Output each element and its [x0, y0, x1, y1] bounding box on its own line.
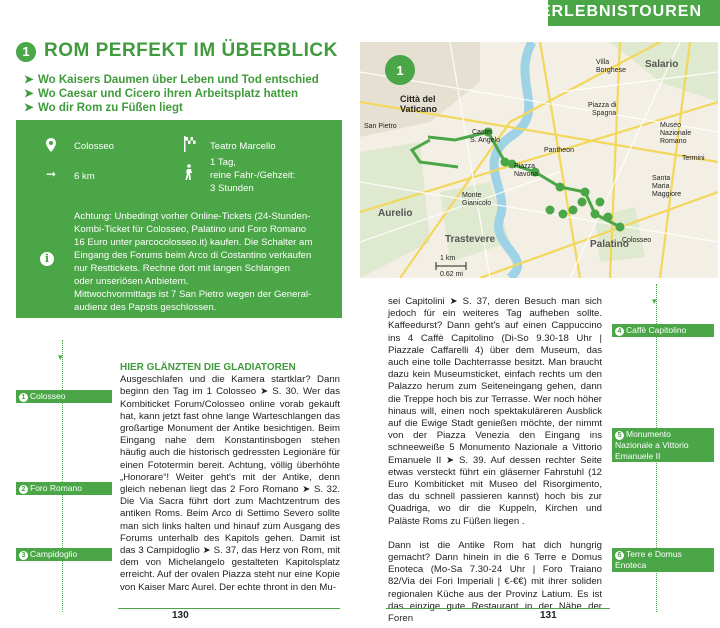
svg-text:Gianicolo: Gianicolo — [462, 200, 492, 207]
tour-bullet: ➤ Wo Kaisers Daumen über Leben und Tod entschied — [24, 74, 319, 86]
svg-text:Vaticano: Vaticano — [400, 104, 438, 114]
svg-text:Colosseo: Colosseo — [622, 237, 652, 244]
svg-text:Palatino: Palatino — [590, 239, 629, 250]
svg-text:San Pietro: San Pietro — [364, 123, 397, 130]
walking-person-icon — [184, 164, 194, 180]
distance: 6 km — [74, 171, 95, 182]
svg-text:1 km: 1 km — [440, 255, 456, 262]
end-point: Teatro Marcello — [210, 141, 276, 152]
svg-text:Museo: Museo — [660, 122, 682, 129]
duration: 1 Tag, reine Fahr-/Gehzeit: 3 Stunden — [210, 157, 296, 194]
svg-text:Borghese: Borghese — [596, 67, 626, 74]
svg-text:S. Angelo: S. Angelo — [470, 137, 500, 144]
margin-label-campidoglio: 3 Campidoglio — [16, 548, 112, 561]
page-number-left: 130 — [172, 610, 189, 621]
body-text: Dann ist die Antike Rom hat dich hungrig gemacht? Dann hinein in die 6 Terre e Domus Enoteca (Mo-Sa 7.30-24 Uhr | Foro Traiano 82/Via dei Fori Imperiali | €-€€) mit ihrer soliden regionalen Küche aus der Provinz Latium. Es ist das einzige gute Restaurant in der Nähe der Foren — [388, 539, 602, 625]
svg-text:Villa: Villa — [596, 59, 610, 66]
svg-text:Castel: Castel — [472, 129, 492, 136]
location-pin-icon — [46, 138, 56, 152]
footer-rule — [386, 608, 610, 609]
svg-text:Santa: Santa — [652, 175, 671, 182]
tour-number-badge: 1 — [16, 42, 36, 62]
margin-label-foro-romano: 2 Foro Romano — [16, 482, 112, 495]
body-text: sei Capitolini ➤ S. 37, deren Besuch man sich jedoch für ein weiteres Tag aufheben sollte. Kaffeedurst? Dann geht's auf einen Cappuccino ins 4 Caffè Capitolino (Di-So 9.30-18 Uhr | Piazzale Caffarelli 4) über dem Museum, das auch eine tolle Dachterrasse besitzt. Man braucht dazu kein Museumsticket, einfach rechts um den Palazzo herum zum Seiteneingang gehen, dann die Treppe hoch bis zur Terrasse. Wer noch höher hinaus will, einen noch spektakuläreren Ausblick auf die Ewige Stadt genießen möchte, der nimmt von der Piazza Venezia den Eingang ins schneeweiße 5 Monumento Nazionale a Vittorio Emanuele II ➤ S. 39. Auf dessen rechter Seite etwas versteckt führt ein gläserner Fahrstuhl (12 Euro Kombiticket mit Museo del Risorgimento, das du schnell passieren kannst) hoch bis zur Quadriga, wo dir die Kuppeln, Kirchen und Paläste Roms zu Füßen liegen . — [388, 296, 602, 527]
svg-text:Aurelio: Aurelio — [378, 208, 413, 219]
right-text-column — [388, 296, 602, 625]
tour-bullet: ➤ Wo dir Rom zu Füßen liegt — [24, 102, 183, 114]
start-point: Colosseo — [74, 141, 114, 152]
svg-text:Spagna: Spagna — [592, 110, 617, 117]
margin-label-caffe: 4 Caffè Capitolino — [612, 324, 714, 337]
margin-dotted-line — [62, 340, 63, 612]
svg-text:Piazza di: Piazza di — [588, 102, 617, 109]
finish-flag-icon — [184, 136, 196, 152]
tour-bullet: ➤ Wo Caesar und Cicero ihren Arbeitsplatz hatten — [24, 88, 299, 100]
info-note: Achtung: Unbedingt vorher Online-Tickets (24-Stunden- Kombi-Ticket für Colosseo, Palatino und Foro Romano 16 Euro unter parcocolosseo.it) kaufen. Die Schalter am Eingang des Forums beim Arco di Costantino verkaufen nur Resttickets. Rechne dort mit langen Schlangen oder unseriösen Anbietern. Mittwochvormittags ist 7 San Pietro wegen der General- audienz des Papsts geschlossen. — [74, 211, 313, 313]
svg-text:Maggiore: Maggiore — [652, 191, 682, 198]
svg-text:Salario: Salario — [645, 59, 679, 70]
svg-text:Trastevere: Trastevere — [445, 234, 496, 245]
svg-text:Nazionale: Nazionale — [660, 130, 692, 137]
section-header — [539, 0, 720, 26]
footer-rule — [118, 608, 340, 609]
info-icon: i — [40, 252, 54, 266]
svg-text:Navona: Navona — [514, 171, 539, 178]
margin-label-monumento: 5 Monumento Nazionale a Vittorio Emanuele II — [612, 428, 714, 462]
page-number-right: 131 — [540, 610, 557, 621]
tour-info-box — [16, 120, 342, 318]
chevron-down-icon: ▾ — [652, 296, 657, 306]
section-heading: HIER GLÄNZTEN DIE GLADIATOREN — [120, 362, 296, 373]
svg-text:1: 1 — [396, 63, 404, 78]
svg-text:Maria: Maria — [652, 183, 670, 190]
tour-map[interactable] — [360, 42, 718, 278]
section-title: ERLEBNISTOUREN — [539, 3, 702, 20]
svg-text:0.62 mi: 0.62 mi — [440, 271, 463, 278]
svg-text:Termini: Termini — [682, 155, 705, 162]
margin-label-enoteca: 6 Terre e Domus Enoteca — [612, 548, 714, 572]
chevron-down-icon: ▾ — [58, 352, 63, 362]
svg-text:Città del: Città del — [400, 94, 436, 104]
left-text-column — [120, 362, 340, 594]
svg-text:Monte: Monte — [462, 192, 482, 199]
svg-text:Piazza: Piazza — [514, 163, 536, 170]
svg-text:Romano: Romano — [660, 138, 687, 145]
tour-title: ROM PERFEKT IM ÜBERBLICK — [44, 40, 338, 61]
body-text: Ausgeschlafen und die Kamera startklar? Dann beginn den Tag im 1 Colosseo ➤ S. 30. Wer das Kombiticket Forum/Colosseo online vorab gekauft hat, kann jetzt fast ohne lange Warteschlangen das großartige Monument der Antike besichtigen. Beim Eingang nahe dem Konstantinsbogen stehen häufig auch die historisch gedressten Legionäre für einen Fototermin bereit. Achtung, völlig überhöhte „Honorare“! Weiter geht's mit der Antike, denn gleich nebenan liegt das 2 Foro Romano ➤ S. 32. Die Via Sacra führt dort zum Machtzentrum des antiken Roms. Beim Arco di Settimo Severo sollte man sich links halten und hinauf zum Ausgang des Forums unterhalb des Kapitols gehen. Damit ist das 3 Campidoglio ➤ S. 37, das Herz von Rom, mit dem von Michelangelo gestalteten Kapitolsplatz erreicht. Auf der ovalen Piazza steht nur eine Kopie von Kaiser Marc Aurel. Der echte thront in den Mu- — [120, 374, 340, 593]
arrow-right-icon: ➞ — [46, 167, 57, 181]
svg-text:Pantheon: Pantheon — [544, 147, 574, 154]
margin-label-colosseo: 1 Colosseo — [16, 390, 112, 403]
